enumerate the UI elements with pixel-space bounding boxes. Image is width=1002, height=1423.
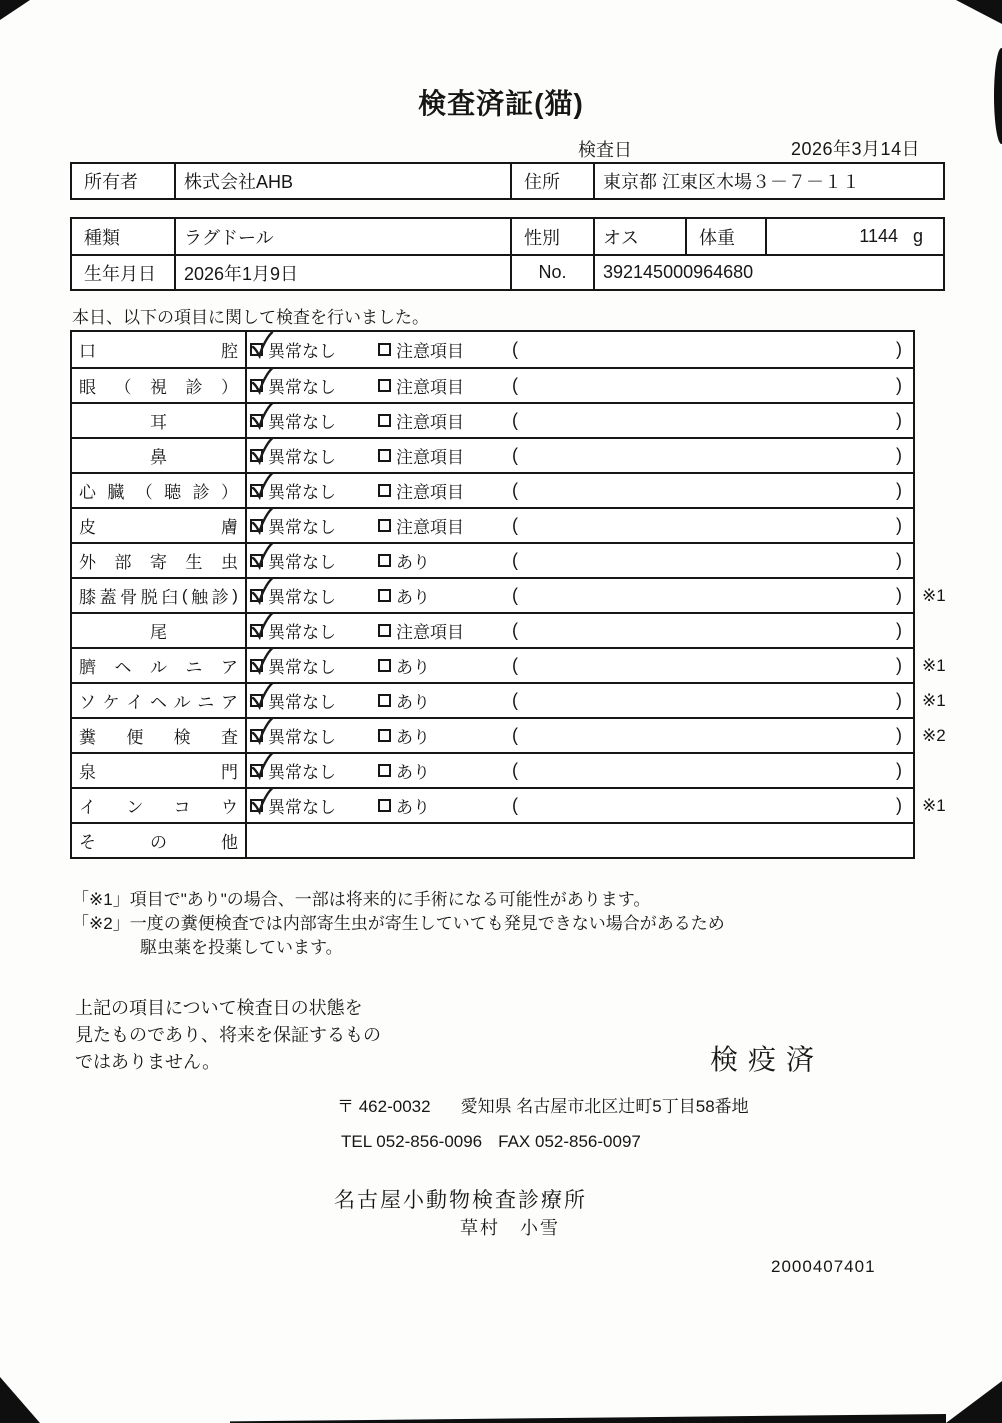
result-option-attention bbox=[378, 579, 430, 612]
checkbox-unchecked-icon bbox=[378, 449, 391, 462]
checkbox-unchecked-icon bbox=[378, 554, 391, 567]
checkbox-unchecked-icon bbox=[378, 519, 391, 532]
exam-item-label: ソ ケ イ ヘ ル ニ ア bbox=[72, 684, 247, 717]
result-option-attention bbox=[378, 544, 430, 577]
footnote-marker: ※1 bbox=[922, 585, 946, 605]
clinic-postal-code: 〒 462-0032 bbox=[337, 1097, 431, 1116]
exam-item-label: 膝 蓋 骨 脱 臼 ( 触 診 ) bbox=[72, 579, 247, 612]
result-option-attention bbox=[378, 684, 430, 717]
checkbox-unchecked-icon bbox=[378, 484, 391, 497]
note-blank-field bbox=[532, 754, 883, 787]
document-title: 検査済証(猫) bbox=[418, 88, 584, 119]
note-blank-field bbox=[532, 474, 883, 507]
exam-row bbox=[72, 542, 913, 577]
checkbox-unchecked-icon bbox=[378, 343, 391, 356]
exam-item-results bbox=[247, 439, 913, 472]
note-blank-field bbox=[532, 649, 883, 682]
exam-item-results bbox=[247, 404, 913, 437]
note-paren-close: ) bbox=[896, 690, 902, 710]
birth-date-label: 生年月日 bbox=[84, 263, 156, 284]
footnote-marker: ※1 bbox=[922, 690, 946, 710]
result-attention-label: 注意項目 bbox=[396, 518, 464, 537]
result-attention-label: あり bbox=[396, 553, 430, 572]
address-value: 東京都 江東区木場３－７－１１ bbox=[593, 164, 943, 198]
note-blank-field bbox=[532, 509, 883, 542]
check-mark-icon bbox=[248, 611, 274, 639]
note-blank-field bbox=[532, 579, 883, 612]
owner-table bbox=[70, 162, 945, 200]
microchip-no-value: 392145000964680 bbox=[593, 256, 943, 289]
result-option-attention bbox=[378, 509, 464, 542]
exam-item-results bbox=[247, 509, 913, 542]
footnote-marker: ※2 bbox=[922, 725, 946, 745]
result-attention-label: あり bbox=[396, 728, 430, 747]
result-option-normal bbox=[250, 509, 336, 542]
note-paren-close: ) bbox=[896, 725, 902, 745]
inspection-date-value: 2026年3月14日 bbox=[791, 139, 921, 159]
result-normal-label: 異常なし bbox=[268, 693, 336, 712]
checkbox-unchecked-icon bbox=[378, 764, 391, 777]
checkbox-checked-icon bbox=[250, 729, 263, 742]
check-mark-icon bbox=[248, 716, 274, 744]
check-mark-icon bbox=[248, 471, 274, 499]
clinic-fax: FAX 052-856-0097 bbox=[498, 1132, 641, 1151]
checkbox-checked-icon bbox=[250, 519, 263, 532]
note-blank-field bbox=[532, 332, 883, 367]
exam-item-label: 尾 bbox=[72, 614, 247, 647]
note-paren-close: ) bbox=[896, 515, 902, 535]
exam-row bbox=[72, 612, 913, 647]
weight-value: 1144 bbox=[859, 226, 898, 246]
note-blank-field bbox=[532, 369, 883, 402]
result-option-attention bbox=[378, 404, 464, 437]
checkbox-unchecked-icon bbox=[378, 589, 391, 602]
breed-value: ラグドール bbox=[174, 219, 510, 254]
note-blank-field bbox=[532, 544, 883, 577]
result-option-attention bbox=[378, 614, 464, 647]
check-mark-icon bbox=[248, 401, 274, 429]
checkbox-checked-icon bbox=[250, 659, 263, 672]
exam-row bbox=[72, 717, 946, 752]
exam-item-label: 臍 ヘ ル ニ ア bbox=[72, 649, 247, 682]
check-mark-icon bbox=[248, 681, 274, 709]
checkbox-unchecked-icon bbox=[378, 379, 391, 392]
note-paren-close: ) bbox=[896, 480, 902, 500]
disclaimer-block bbox=[75, 995, 381, 1076]
note-paren-open: ( bbox=[512, 690, 518, 710]
scan-artifact-bottom-right bbox=[946, 1381, 1002, 1423]
disclaimer-line-2: 見たものであり、将来を保証するもの bbox=[75, 1025, 381, 1045]
checkbox-checked-icon bbox=[250, 694, 263, 707]
note-paren-open: ( bbox=[512, 410, 518, 430]
result-normal-label: 異常なし bbox=[268, 658, 336, 677]
result-option-attention bbox=[378, 439, 464, 472]
result-normal-label: 異常なし bbox=[268, 728, 336, 747]
exam-row bbox=[72, 822, 913, 857]
check-mark-icon bbox=[248, 786, 274, 814]
microchip-no-label: No. bbox=[510, 256, 593, 289]
result-normal-label: 異常なし bbox=[268, 518, 336, 537]
note-blank-field bbox=[532, 789, 883, 822]
exam-item-label: 外 部 寄 生 虫 bbox=[72, 544, 247, 577]
check-mark-icon bbox=[248, 506, 274, 534]
result-option-normal bbox=[250, 369, 336, 402]
note-paren-open: ( bbox=[512, 620, 518, 640]
checkbox-checked-icon bbox=[250, 484, 263, 497]
scan-artifact-bottom-left bbox=[0, 1377, 40, 1423]
note-paren-open: ( bbox=[512, 375, 518, 395]
inspection-date-label: 検査日 bbox=[578, 140, 632, 160]
checkbox-checked-icon bbox=[250, 414, 263, 427]
result-normal-label: 異常なし bbox=[268, 413, 336, 432]
exam-item-results bbox=[247, 754, 913, 787]
checkbox-checked-icon bbox=[250, 589, 263, 602]
checkbox-unchecked-icon bbox=[378, 414, 391, 427]
result-attention-label: 注意項目 bbox=[396, 623, 464, 642]
exam-table bbox=[70, 330, 946, 859]
result-option-normal bbox=[250, 789, 336, 822]
result-option-attention bbox=[378, 789, 430, 822]
result-attention-label: 注意項目 bbox=[396, 448, 464, 467]
pet-table-row-1 bbox=[72, 219, 943, 254]
address-label: 住所 bbox=[510, 164, 593, 198]
footnote-2-continued: 駆虫薬を投薬しています。 bbox=[140, 938, 343, 957]
disclaimer-line-1: 上記の項目について検査日の状態を bbox=[75, 998, 363, 1018]
result-normal-label: 異常なし bbox=[268, 553, 336, 572]
result-option-attention bbox=[378, 754, 430, 787]
result-attention-label: 注意項目 bbox=[396, 483, 464, 502]
exam-item-label: 口 腔 bbox=[72, 332, 247, 367]
owner-label: 所有者 bbox=[84, 172, 138, 192]
check-mark-icon bbox=[248, 541, 274, 569]
exam-item-label: そ の 他 bbox=[72, 824, 247, 857]
note-paren-close: ) bbox=[896, 375, 902, 395]
exam-row bbox=[72, 507, 913, 542]
scan-artifact-top-right bbox=[956, 0, 1002, 24]
exam-item-results bbox=[247, 544, 913, 577]
check-mark-icon bbox=[248, 366, 274, 394]
clinic-address-line bbox=[337, 1092, 749, 1117]
note-paren-close: ) bbox=[896, 410, 902, 430]
check-mark-icon bbox=[248, 330, 274, 358]
exam-row bbox=[72, 577, 946, 612]
exam-item-label: イ ン コ ウ bbox=[72, 789, 247, 822]
exam-item-results bbox=[247, 332, 913, 367]
breed-label: 種類 bbox=[84, 227, 120, 248]
footnote-1: 「※1」項目で"あり"の場合、一部は将来的に手術になる可能性があります。 bbox=[72, 890, 651, 909]
clinic-tel: TEL 052-856-0096 bbox=[341, 1132, 483, 1151]
checkbox-unchecked-icon bbox=[378, 694, 391, 707]
checkbox-checked-icon bbox=[250, 624, 263, 637]
exam-item-results bbox=[247, 719, 913, 752]
result-attention-label: 注意項目 bbox=[396, 342, 464, 361]
result-attention-label: あり bbox=[396, 798, 430, 817]
exam-item-label: 泉 門 bbox=[72, 754, 247, 787]
result-option-normal bbox=[250, 544, 336, 577]
exam-item-results bbox=[247, 789, 913, 822]
checkbox-unchecked-icon bbox=[378, 799, 391, 812]
result-normal-label: 異常なし bbox=[268, 623, 336, 642]
exam-item-results bbox=[247, 369, 913, 402]
note-blank-field bbox=[532, 439, 883, 472]
exam-item-label: 心 臓 （ 聴 診 ） bbox=[72, 474, 247, 507]
checkbox-checked-icon bbox=[250, 799, 263, 812]
clinic-name: 名古屋小動物検査診療所 bbox=[334, 1189, 587, 1212]
checkbox-checked-icon bbox=[250, 343, 263, 356]
result-normal-label: 異常なし bbox=[268, 763, 336, 782]
note-blank-field bbox=[532, 404, 883, 437]
exam-item-label: 眼 （ 視 診 ） bbox=[72, 369, 247, 402]
result-attention-label: 注意項目 bbox=[396, 378, 464, 397]
result-attention-label: 注意項目 bbox=[396, 413, 464, 432]
exam-item-label: 鼻 bbox=[72, 439, 247, 472]
checkbox-checked-icon bbox=[250, 764, 263, 777]
note-paren-open: ( bbox=[512, 795, 518, 815]
exam-item-label: 皮 膚 bbox=[72, 509, 247, 542]
exam-row bbox=[72, 332, 913, 367]
result-option-normal bbox=[250, 439, 336, 472]
checkbox-checked-icon bbox=[250, 449, 263, 462]
note-blank-field bbox=[532, 719, 883, 752]
exam-row bbox=[72, 367, 913, 402]
note-paren-close: ) bbox=[896, 620, 902, 640]
check-mark-icon bbox=[248, 751, 274, 779]
clinic-address: 愛知県 名古屋市北区辻町5丁目58番地 bbox=[460, 1097, 749, 1116]
result-normal-label: 異常なし bbox=[268, 798, 336, 817]
note-paren-open: ( bbox=[512, 515, 518, 535]
intro-text: 本日、以下の項目に関して検査を行いました。 bbox=[72, 308, 429, 327]
veterinarian-name: 草村 小雪 bbox=[460, 1218, 560, 1238]
weight-unit: g bbox=[912, 226, 923, 246]
result-option-normal bbox=[250, 404, 336, 437]
note-paren-open: ( bbox=[512, 445, 518, 465]
note-blank-field bbox=[532, 614, 883, 647]
note-paren-close: ) bbox=[896, 760, 902, 780]
result-attention-label: あり bbox=[396, 658, 430, 677]
exam-row bbox=[72, 647, 946, 682]
result-option-normal bbox=[250, 754, 336, 787]
result-option-attention bbox=[378, 719, 430, 752]
note-paren-open: ( bbox=[512, 480, 518, 500]
result-attention-label: あり bbox=[396, 693, 430, 712]
sex-value: オス bbox=[593, 219, 685, 254]
checkbox-unchecked-icon bbox=[378, 624, 391, 637]
result-option-normal bbox=[250, 579, 336, 612]
result-attention-label: あり bbox=[396, 588, 430, 607]
note-paren-open: ( bbox=[512, 655, 518, 675]
weight-label: 体重 bbox=[685, 219, 765, 254]
checkbox-unchecked-icon bbox=[378, 729, 391, 742]
owner-value: 株式会社AHB bbox=[174, 164, 510, 198]
note-paren-close: ) bbox=[896, 795, 902, 815]
pet-table bbox=[70, 217, 945, 291]
birth-date-value: 2026年1月9日 bbox=[174, 256, 510, 289]
exam-item-results bbox=[247, 824, 913, 857]
note-paren-open: ( bbox=[512, 725, 518, 745]
note-paren-close: ) bbox=[896, 445, 902, 465]
check-mark-icon bbox=[248, 646, 274, 674]
scan-artifact-bottom-edge bbox=[230, 1414, 946, 1423]
sex-label: 性別 bbox=[510, 219, 593, 254]
result-option-normal bbox=[250, 332, 336, 367]
exam-item-results bbox=[247, 474, 913, 507]
exam-row bbox=[72, 402, 913, 437]
check-mark-icon bbox=[248, 576, 274, 604]
quarantine-passed-stamp: 検疫済 bbox=[710, 1044, 825, 1075]
pet-table-row-2 bbox=[72, 254, 943, 289]
result-option-attention bbox=[378, 332, 464, 367]
note-paren-open: ( bbox=[512, 550, 518, 570]
checkbox-checked-icon bbox=[250, 554, 263, 567]
result-option-normal bbox=[250, 719, 336, 752]
result-normal-label: 異常なし bbox=[268, 448, 336, 467]
exam-item-results bbox=[247, 614, 913, 647]
result-option-attention bbox=[378, 474, 464, 507]
exam-row bbox=[72, 472, 913, 507]
clinic-phone-line bbox=[341, 1132, 641, 1152]
note-paren-close: ) bbox=[896, 585, 902, 605]
result-normal-label: 異常なし bbox=[268, 483, 336, 502]
scan-artifact-top-left bbox=[0, 0, 30, 20]
footnote-marker: ※1 bbox=[922, 795, 946, 815]
exam-item-results bbox=[247, 684, 913, 717]
note-blank-field bbox=[532, 684, 883, 717]
exam-row bbox=[72, 752, 913, 787]
result-normal-label: 異常なし bbox=[268, 378, 336, 397]
check-mark-icon bbox=[248, 436, 274, 464]
footnotes-block bbox=[72, 888, 725, 960]
exam-item-results bbox=[247, 579, 913, 612]
result-normal-label: 異常なし bbox=[268, 342, 336, 361]
note-paren-open: ( bbox=[512, 339, 518, 359]
checkbox-unchecked-icon bbox=[378, 659, 391, 672]
result-option-normal bbox=[250, 474, 336, 507]
exam-row bbox=[72, 787, 946, 822]
result-normal-label: 異常なし bbox=[268, 588, 336, 607]
note-paren-open: ( bbox=[512, 760, 518, 780]
result-option-attention bbox=[378, 369, 464, 402]
exam-item-label: 糞 便 検 査 bbox=[72, 719, 247, 752]
footnote-marker: ※1 bbox=[922, 655, 946, 675]
exam-row bbox=[72, 682, 946, 717]
note-paren-close: ) bbox=[896, 550, 902, 570]
exam-item-results bbox=[247, 649, 913, 682]
checkbox-checked-icon bbox=[250, 379, 263, 392]
disclaimer-line-3: ではありません。 bbox=[75, 1052, 221, 1072]
note-paren-close: ) bbox=[896, 339, 902, 359]
note-paren-close: ) bbox=[896, 655, 902, 675]
result-option-normal bbox=[250, 684, 336, 717]
weight-cell bbox=[765, 219, 943, 254]
serial-number: 2000407401 bbox=[771, 1257, 876, 1276]
result-option-attention bbox=[378, 649, 430, 682]
note-paren-open: ( bbox=[512, 585, 518, 605]
footnote-2: 「※2」一度の糞便検査では内部寄生虫が寄生していても発見できない場合があるため bbox=[72, 914, 725, 933]
exam-row bbox=[72, 437, 913, 472]
result-option-normal bbox=[250, 649, 336, 682]
exam-item-label: 耳 bbox=[72, 404, 247, 437]
result-option-normal bbox=[250, 614, 336, 647]
result-attention-label: あり bbox=[396, 763, 430, 782]
